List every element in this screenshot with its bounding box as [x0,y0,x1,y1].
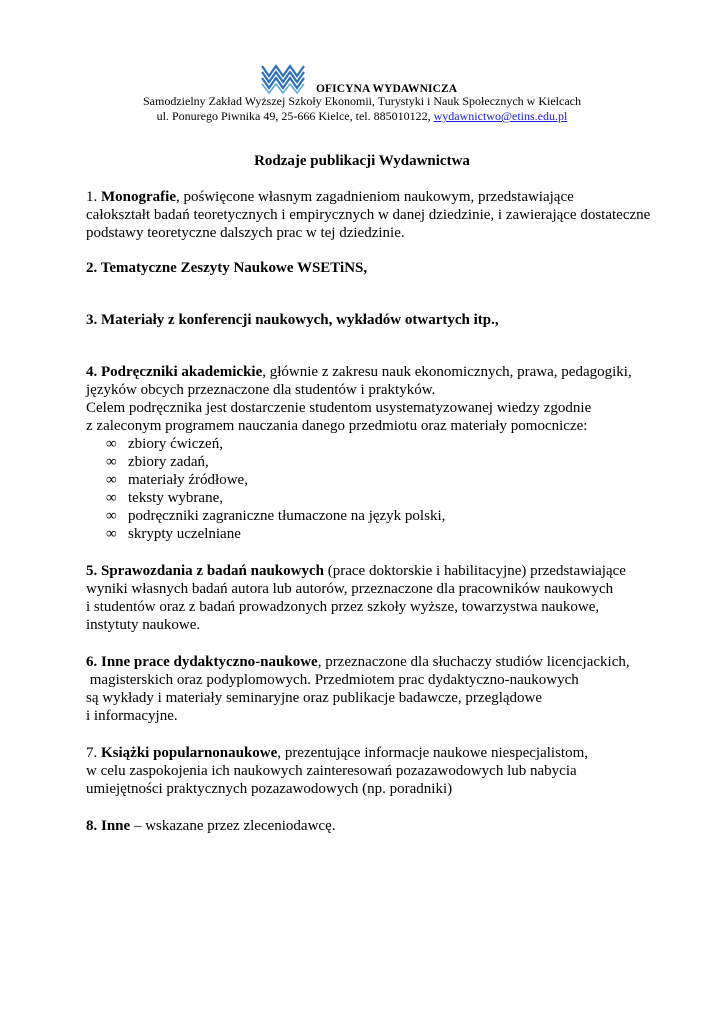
list-item: ∞ zbiory ćwiczeń, [106,436,223,452]
section-text: i studentów oraz z badań prowadzonych przez szkoły wyższe, towarzystwa naukowe, [86,599,600,615]
publisher-name: OFICYNA WYDAWNICZA [316,83,458,95]
letterhead [0,58,724,124]
section-heading: 2. Tematyczne Zeszyty Naukowe WSETiNS, [86,260,368,276]
section-number: 1. [86,189,101,205]
section-heading: 6. Inne prace dydaktyczno-naukowe [86,654,318,670]
section-text: są wykłady i materiały seminaryjne oraz publikacje badawcze, przeglądowe [86,690,543,706]
infinity-bullet-icon: ∞ [106,436,117,452]
section-text: umiejętności praktycznych pozazawodowych (np. poradniki) [86,781,453,797]
section-heading: 3. Materiały z konferencji naukowych, wykładów otwartych itp., [86,312,499,328]
section-text: z zaleconym programem nauczania danego przedmiotu oraz materiały pomocnicze: [86,418,588,434]
materials-list [86,435,666,543]
section-text: – wskazane przez zleceniodawcę. [130,818,336,834]
infinity-bullet-icon: ∞ [106,508,117,524]
list-item: ∞ zbiory zadań, [106,454,209,470]
section-heading: 4. Podręczniki akademickie [86,364,263,380]
section-text: (prace doktorskie i habilitacyjne) przedstawiające [323,563,626,579]
section-heading: Monografie [101,189,176,205]
section-zeszyty [86,259,666,277]
section-podreczniki [86,363,666,543]
address-line [0,109,724,124]
section-text: , przeznaczone dla słuchaczy studiów licencjackich, [317,654,630,670]
infinity-bullet-icon: ∞ [106,490,117,506]
document-body [86,188,666,835]
section-text: wyniki własnych badań autora lub autorów, przeznaczone dla pracowników naukowych [86,581,614,597]
infinity-bullet-icon: ∞ [106,526,117,542]
institution-line: Samodzielny Zakład Wyższej Szkoły Ekonomii, Turystyki i Nauk Społecznych w Kielcach [143,94,581,108]
section-ksiazki [86,744,666,798]
section-heading: Książki popularnonaukowe [101,745,278,761]
letterhead-top [0,58,724,94]
section-heading: 8. Inne [86,818,131,834]
section-text: Celem podręcznika jest dostarczenie studentom usystematyzowanej wiedzy zgodnie [86,400,592,416]
list-item: ∞ materiały źródłowe, [106,472,248,488]
section-text: magisterskich oraz podyplomowych. Przedmiotem prac dydaktyczno-naukowych [86,672,579,688]
section-inne-prace [86,653,666,725]
list-item: ∞ podręczniki zagraniczne tłumaczone na język polski, [106,508,446,524]
section-text: , głównie z zakresu nauk ekonomicznych, prawa, pedagogiki, [262,364,632,380]
section-text: w celu zaspokojenia ich naukowych zainteresowań pozazawodowych lub nabycia [86,763,577,779]
section-monografie [86,188,666,242]
list-item: ∞ skrypty uczelniane [106,526,241,542]
email-link[interactable]: wydawnictwo@etins.edu.pl [433,109,568,123]
document-title: Rodzaje publikacji Wydawnictwa [254,153,470,169]
section-text: instytuty naukowe. [86,617,201,633]
section-materialy [86,311,666,329]
section-text: całokształt badań teoretycznych i empirycznych w danej dziedzinie, i zawierające dostateczne [86,207,651,223]
section-heading: 5. Sprawozdania z badań naukowych [86,563,324,579]
section-text: i informacyjne. [86,708,178,724]
infinity-bullet-icon: ∞ [106,454,117,470]
list-item: ∞ teksty wybrane, [106,490,223,506]
section-sprawozdania [86,562,666,634]
section-text: języków obcych przeznaczone dla studentów i praktyków. [86,382,436,398]
publisher-logo-icon [260,58,306,94]
section-text: , prezentujące informacje naukowe niespecjalistom, [277,745,589,761]
address-text: ul. Ponurego Piwnika 49, 25-666 Kielce, tel. 885010122, [156,109,434,123]
section-text: podstawy teoretyczne dalszych prac w tej dziedzinie. [86,225,405,241]
section-inne [86,817,666,835]
section-number: 7. [86,745,101,761]
section-text: , poświęcone własnym zagadnieniom naukowym, przedstawiające [175,189,574,205]
infinity-bullet-icon: ∞ [106,472,117,488]
